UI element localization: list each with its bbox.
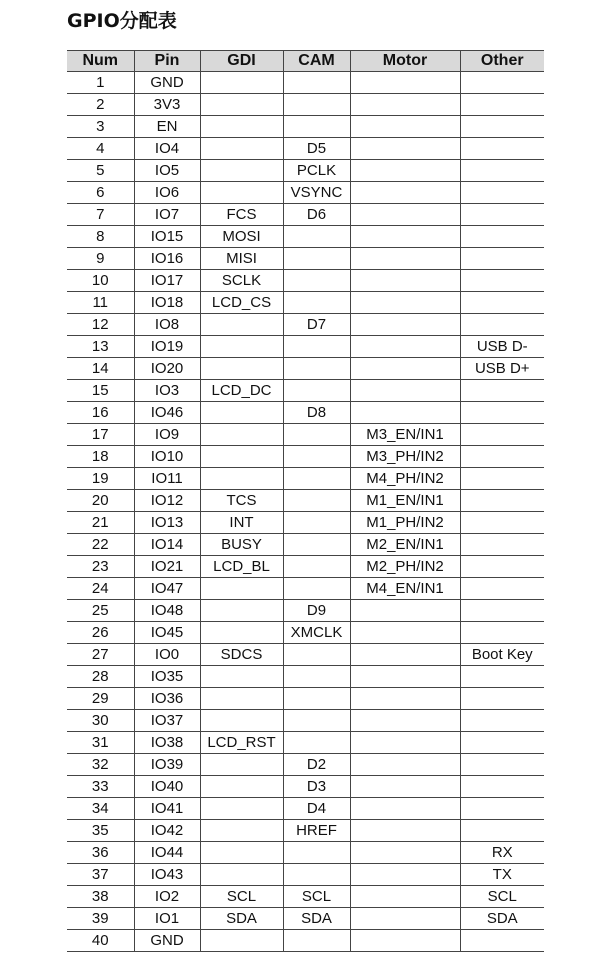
cell-other: USB D- (460, 336, 544, 358)
cell-cam (283, 270, 350, 292)
cell-other (460, 226, 544, 248)
cell-num: 19 (67, 468, 134, 490)
cell-motor (350, 622, 460, 644)
table-row (67, 886, 544, 908)
cell-cam: XMCLK (283, 622, 350, 644)
cell-pin: IO47 (134, 578, 200, 600)
header-pin: Pin (134, 51, 200, 72)
cell-motor (350, 600, 460, 622)
cell-motor (350, 644, 460, 666)
cell-gdi (200, 600, 283, 622)
cell-cam (283, 292, 350, 314)
cell-pin: IO2 (134, 886, 200, 908)
cell-other (460, 534, 544, 556)
cell-num: 16 (67, 402, 134, 424)
cell-num: 18 (67, 446, 134, 468)
cell-num: 11 (67, 292, 134, 314)
cell-pin: IO0 (134, 644, 200, 666)
cell-other (460, 490, 544, 512)
cell-other: SCL (460, 886, 544, 908)
cell-gdi (200, 710, 283, 732)
cell-num: 38 (67, 886, 134, 908)
cell-gdi: SDA (200, 908, 283, 930)
cell-pin: IO3 (134, 380, 200, 402)
cell-gdi: MISI (200, 248, 283, 270)
cell-pin: IO9 (134, 424, 200, 446)
cell-num: 39 (67, 908, 134, 930)
cell-other (460, 688, 544, 710)
cell-num: 29 (67, 688, 134, 710)
table-row (67, 402, 544, 424)
cell-pin: IO21 (134, 556, 200, 578)
cell-num: 13 (67, 336, 134, 358)
cell-gdi: INT (200, 512, 283, 534)
cell-cam (283, 556, 350, 578)
table-row (67, 270, 544, 292)
cell-motor (350, 820, 460, 842)
cell-motor (350, 248, 460, 270)
cell-num: 23 (67, 556, 134, 578)
cell-num: 17 (67, 424, 134, 446)
cell-gdi (200, 842, 283, 864)
cell-num: 37 (67, 864, 134, 886)
cell-motor (350, 688, 460, 710)
table-body (67, 72, 544, 952)
cell-num: 9 (67, 248, 134, 270)
cell-num: 24 (67, 578, 134, 600)
table-row (67, 248, 544, 270)
cell-num: 32 (67, 754, 134, 776)
cell-cam (283, 446, 350, 468)
cell-num: 28 (67, 666, 134, 688)
table-row (67, 490, 544, 512)
cell-gdi: LCD_BL (200, 556, 283, 578)
cell-gdi (200, 468, 283, 490)
cell-other: Boot Key (460, 644, 544, 666)
cell-pin: IO11 (134, 468, 200, 490)
cell-num: 10 (67, 270, 134, 292)
cell-gdi: TCS (200, 490, 283, 512)
cell-other (460, 94, 544, 116)
cell-other (460, 622, 544, 644)
cell-pin: IO39 (134, 754, 200, 776)
cell-pin: IO35 (134, 666, 200, 688)
cell-num: 34 (67, 798, 134, 820)
cell-motor: M3_EN/IN1 (350, 424, 460, 446)
table-row (67, 468, 544, 490)
table-row (67, 776, 544, 798)
cell-motor (350, 842, 460, 864)
cell-pin: IO19 (134, 336, 200, 358)
cell-gdi (200, 402, 283, 424)
cell-gdi (200, 798, 283, 820)
cell-other (460, 182, 544, 204)
cell-num: 25 (67, 600, 134, 622)
table-row (67, 732, 544, 754)
table-row (67, 138, 544, 160)
cell-num: 2 (67, 94, 134, 116)
cell-pin: IO17 (134, 270, 200, 292)
cell-cam (283, 732, 350, 754)
cell-gdi (200, 72, 283, 94)
cell-other (460, 930, 544, 952)
cell-num: 26 (67, 622, 134, 644)
cell-cam: D2 (283, 754, 350, 776)
cell-cam (283, 578, 350, 600)
cell-num: 27 (67, 644, 134, 666)
cell-pin: IO45 (134, 622, 200, 644)
table-row (67, 534, 544, 556)
cell-other (460, 380, 544, 402)
cell-num: 22 (67, 534, 134, 556)
cell-num: 15 (67, 380, 134, 402)
cell-gdi (200, 820, 283, 842)
cell-gdi (200, 314, 283, 336)
cell-cam (283, 94, 350, 116)
cell-gdi (200, 336, 283, 358)
cell-cam (283, 534, 350, 556)
cell-gdi: MOSI (200, 226, 283, 248)
cell-num: 8 (67, 226, 134, 248)
cell-cam: D7 (283, 314, 350, 336)
cell-motor (350, 226, 460, 248)
cell-gdi: LCD_CS (200, 292, 283, 314)
cell-other (460, 292, 544, 314)
cell-other: TX (460, 864, 544, 886)
table-row (67, 358, 544, 380)
cell-pin: IO18 (134, 292, 200, 314)
cell-num: 31 (67, 732, 134, 754)
cell-motor (350, 116, 460, 138)
cell-motor (350, 292, 460, 314)
cell-motor (350, 380, 460, 402)
cell-motor: M3_PH/IN2 (350, 446, 460, 468)
cell-pin: IO42 (134, 820, 200, 842)
cell-cam (283, 930, 350, 952)
table-row (67, 820, 544, 842)
cell-pin: IO8 (134, 314, 200, 336)
cell-gdi (200, 94, 283, 116)
cell-cam (283, 380, 350, 402)
cell-cam: SCL (283, 886, 350, 908)
cell-cam (283, 248, 350, 270)
cell-pin: IO43 (134, 864, 200, 886)
cell-motor: M1_PH/IN2 (350, 512, 460, 534)
cell-gdi: LCD_DC (200, 380, 283, 402)
cell-num: 6 (67, 182, 134, 204)
cell-other (460, 798, 544, 820)
cell-other (460, 468, 544, 490)
cell-cam (283, 116, 350, 138)
cell-gdi (200, 666, 283, 688)
cell-num: 33 (67, 776, 134, 798)
cell-gdi (200, 116, 283, 138)
table-row (67, 930, 544, 952)
table-row (67, 94, 544, 116)
cell-gdi (200, 930, 283, 952)
cell-motor (350, 336, 460, 358)
cell-cam: VSYNC (283, 182, 350, 204)
cell-cam: D6 (283, 204, 350, 226)
header-gdi: GDI (200, 51, 283, 72)
cell-other (460, 72, 544, 94)
cell-other (460, 314, 544, 336)
cell-gdi (200, 776, 283, 798)
table-row (67, 446, 544, 468)
table-row (67, 314, 544, 336)
table-row (67, 424, 544, 446)
cell-cam (283, 512, 350, 534)
page-title: GPIO分配表 (67, 10, 177, 32)
cell-other (460, 600, 544, 622)
cell-pin: IO4 (134, 138, 200, 160)
cell-num: 7 (67, 204, 134, 226)
header-motor: Motor (350, 51, 460, 72)
cell-cam (283, 226, 350, 248)
cell-num: 21 (67, 512, 134, 534)
cell-gdi (200, 160, 283, 182)
cell-gdi (200, 578, 283, 600)
cell-cam (283, 468, 350, 490)
cell-pin: IO5 (134, 160, 200, 182)
cell-gdi: SCL (200, 886, 283, 908)
cell-pin: IO46 (134, 402, 200, 424)
gpio-table (67, 50, 544, 952)
cell-motor: M2_PH/IN2 (350, 556, 460, 578)
cell-num: 14 (67, 358, 134, 380)
cell-other: RX (460, 842, 544, 864)
cell-motor (350, 666, 460, 688)
cell-other (460, 732, 544, 754)
header-num: Num (67, 51, 134, 72)
cell-cam: HREF (283, 820, 350, 842)
table-row (67, 710, 544, 732)
cell-motor (350, 182, 460, 204)
cell-num: 36 (67, 842, 134, 864)
table-row (67, 512, 544, 534)
cell-gdi: BUSY (200, 534, 283, 556)
cell-cam: PCLK (283, 160, 350, 182)
cell-other (460, 116, 544, 138)
cell-other (460, 754, 544, 776)
cell-other (460, 666, 544, 688)
table-row (67, 842, 544, 864)
cell-motor (350, 402, 460, 424)
table-row (67, 688, 544, 710)
cell-other (460, 776, 544, 798)
cell-cam (283, 710, 350, 732)
cell-other (460, 248, 544, 270)
cell-gdi (200, 182, 283, 204)
cell-other (460, 710, 544, 732)
cell-cam (283, 490, 350, 512)
cell-motor (350, 138, 460, 160)
cell-gdi (200, 424, 283, 446)
cell-cam: D8 (283, 402, 350, 424)
cell-num: 20 (67, 490, 134, 512)
cell-pin: IO6 (134, 182, 200, 204)
cell-motor (350, 886, 460, 908)
cell-motor: M1_EN/IN1 (350, 490, 460, 512)
cell-other (460, 160, 544, 182)
cell-pin: IO36 (134, 688, 200, 710)
cell-pin: IO15 (134, 226, 200, 248)
cell-pin: IO37 (134, 710, 200, 732)
cell-gdi: SDCS (200, 644, 283, 666)
cell-motor (350, 204, 460, 226)
header-other: Other (460, 51, 544, 72)
cell-pin: IO16 (134, 248, 200, 270)
cell-gdi (200, 622, 283, 644)
cell-other (460, 138, 544, 160)
table-row (67, 622, 544, 644)
header-cam: CAM (283, 51, 350, 72)
cell-num: 35 (67, 820, 134, 842)
header-row (67, 51, 544, 72)
cell-gdi (200, 688, 283, 710)
cell-other (460, 402, 544, 424)
cell-pin: IO10 (134, 446, 200, 468)
cell-motor (350, 930, 460, 952)
cell-motor: M4_PH/IN2 (350, 468, 460, 490)
table-row (67, 204, 544, 226)
cell-pin: 3V3 (134, 94, 200, 116)
cell-motor (350, 776, 460, 798)
cell-pin: IO20 (134, 358, 200, 380)
cell-cam: D9 (283, 600, 350, 622)
table-row (67, 556, 544, 578)
table-row (67, 380, 544, 402)
cell-pin: IO40 (134, 776, 200, 798)
table-row (67, 644, 544, 666)
cell-pin: IO1 (134, 908, 200, 930)
cell-num: 4 (67, 138, 134, 160)
cell-num: 12 (67, 314, 134, 336)
cell-motor (350, 754, 460, 776)
cell-cam (283, 644, 350, 666)
cell-gdi (200, 358, 283, 380)
cell-cam: D3 (283, 776, 350, 798)
cell-pin: IO38 (134, 732, 200, 754)
cell-pin: IO13 (134, 512, 200, 534)
cell-gdi (200, 446, 283, 468)
cell-gdi: LCD_RST (200, 732, 283, 754)
cell-other (460, 204, 544, 226)
cell-cam (283, 688, 350, 710)
table-row (67, 600, 544, 622)
cell-pin: IO48 (134, 600, 200, 622)
table-row (67, 908, 544, 930)
cell-gdi (200, 138, 283, 160)
table-row (67, 226, 544, 248)
cell-motor (350, 160, 460, 182)
cell-motor (350, 94, 460, 116)
cell-cam: SDA (283, 908, 350, 930)
cell-cam (283, 358, 350, 380)
cell-motor (350, 732, 460, 754)
cell-motor (350, 358, 460, 380)
cell-pin: IO12 (134, 490, 200, 512)
cell-motor: M4_EN/IN1 (350, 578, 460, 600)
cell-cam (283, 864, 350, 886)
cell-gdi: SCLK (200, 270, 283, 292)
cell-num: 1 (67, 72, 134, 94)
cell-motor (350, 72, 460, 94)
cell-other: USB D+ (460, 358, 544, 380)
cell-gdi (200, 864, 283, 886)
cell-cam (283, 666, 350, 688)
cell-motor: M2_EN/IN1 (350, 534, 460, 556)
cell-motor (350, 908, 460, 930)
cell-pin: IO14 (134, 534, 200, 556)
table-row (67, 754, 544, 776)
cell-cam (283, 72, 350, 94)
cell-cam (283, 424, 350, 446)
table-row (67, 336, 544, 358)
cell-motor (350, 798, 460, 820)
table-row (67, 182, 544, 204)
cell-pin: IO7 (134, 204, 200, 226)
table-row (67, 864, 544, 886)
cell-cam (283, 842, 350, 864)
table-row (67, 666, 544, 688)
cell-cam: D4 (283, 798, 350, 820)
cell-num: 40 (67, 930, 134, 952)
cell-other (460, 820, 544, 842)
cell-pin: GND (134, 72, 200, 94)
table-row (67, 116, 544, 138)
table-row (67, 798, 544, 820)
cell-pin: GND (134, 930, 200, 952)
table-row (67, 72, 544, 94)
cell-pin: IO44 (134, 842, 200, 864)
cell-other (460, 556, 544, 578)
cell-num: 5 (67, 160, 134, 182)
cell-other (460, 512, 544, 534)
cell-cam: D5 (283, 138, 350, 160)
cell-gdi (200, 754, 283, 776)
cell-other: SDA (460, 908, 544, 930)
cell-motor (350, 864, 460, 886)
cell-other (460, 424, 544, 446)
table-row (67, 292, 544, 314)
cell-pin: EN (134, 116, 200, 138)
cell-pin: IO41 (134, 798, 200, 820)
table-header (67, 51, 544, 72)
cell-motor (350, 270, 460, 292)
table-row (67, 160, 544, 182)
cell-num: 30 (67, 710, 134, 732)
cell-other (460, 578, 544, 600)
cell-other (460, 446, 544, 468)
cell-cam (283, 336, 350, 358)
cell-other (460, 270, 544, 292)
cell-motor (350, 314, 460, 336)
cell-gdi: FCS (200, 204, 283, 226)
cell-motor (350, 710, 460, 732)
table-row (67, 578, 544, 600)
cell-num: 3 (67, 116, 134, 138)
